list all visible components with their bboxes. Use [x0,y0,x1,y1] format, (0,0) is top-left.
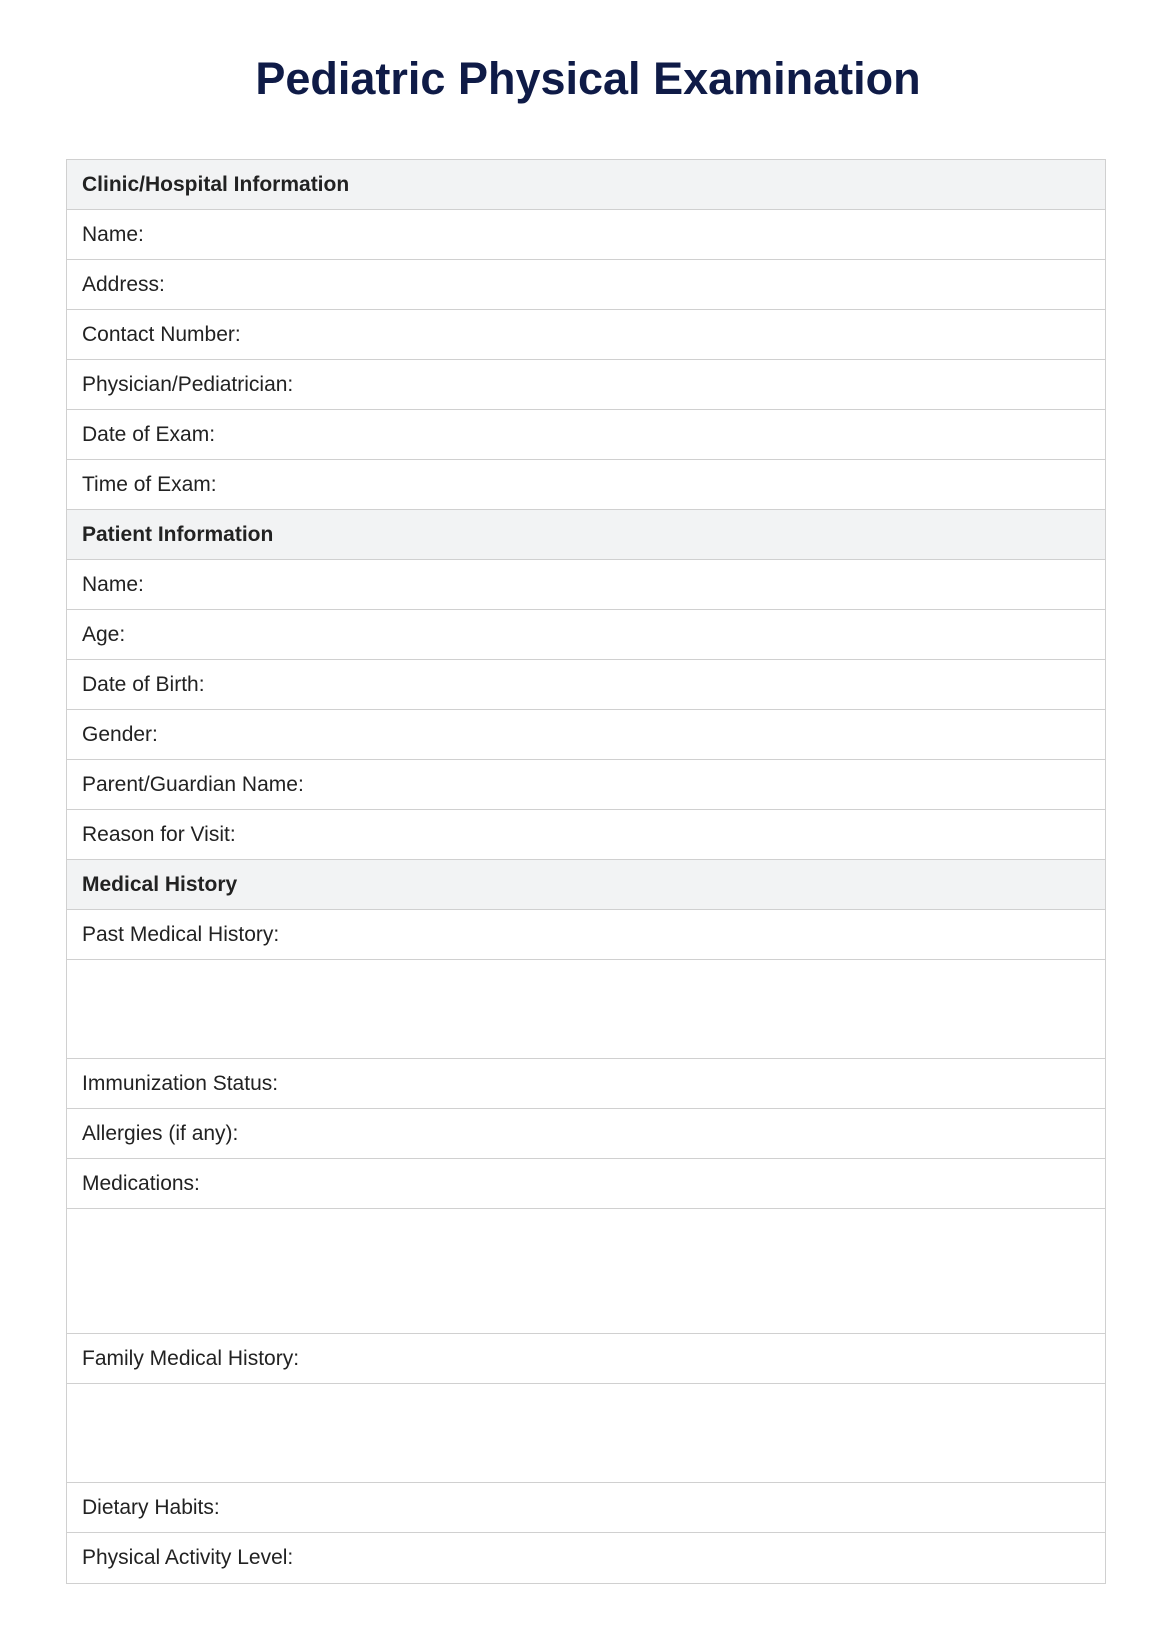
blank-area-medications[interactable] [67,1209,1105,1334]
exam-form-table [66,159,1106,1584]
section-header-patient: Patient Information [67,510,1105,560]
field-allergies[interactable]: Allergies (if any): [67,1109,1105,1159]
field-dietary-habits[interactable]: Dietary Habits: [67,1483,1105,1533]
field-guardian-name[interactable]: Parent/Guardian Name: [67,760,1105,810]
field-clinic-address[interactable]: Address: [67,260,1105,310]
field-physical-activity-level[interactable]: Physical Activity Level: [82,1546,294,1569]
field-contact-number[interactable]: Contact Number: [67,310,1105,360]
blank-area-past-medical-history[interactable] [67,960,1105,1059]
blank-area-family-medical-history[interactable] [67,1384,1105,1483]
field-immunization-status[interactable]: Immunization Status: [67,1059,1105,1109]
field-date-of-exam[interactable]: Date of Exam: [67,410,1105,460]
field-time-of-exam[interactable]: Time of Exam: [67,460,1105,510]
field-gender[interactable]: Gender: [67,710,1105,760]
field-past-medical-history[interactable]: Past Medical History: [67,910,1105,960]
field-date-of-birth[interactable]: Date of Birth: [67,660,1105,710]
page-title: Pediatric Physical Examination [255,53,921,104]
field-physician[interactable]: Physician/Pediatrician: [67,360,1105,410]
field-patient-name[interactable]: Name: [67,560,1105,610]
field-medications[interactable]: Medications: [67,1159,1105,1209]
section-header-medical-history: Medical History [67,860,1105,910]
field-family-medical-history[interactable]: Family Medical History: [67,1334,1105,1384]
field-clinic-name[interactable]: Name: [67,210,1105,260]
field-reason-for-visit[interactable]: Reason for Visit: [67,810,1105,860]
section-header-clinic: Clinic/Hospital Information [67,160,1105,210]
field-age[interactable]: Age: [67,610,1105,660]
